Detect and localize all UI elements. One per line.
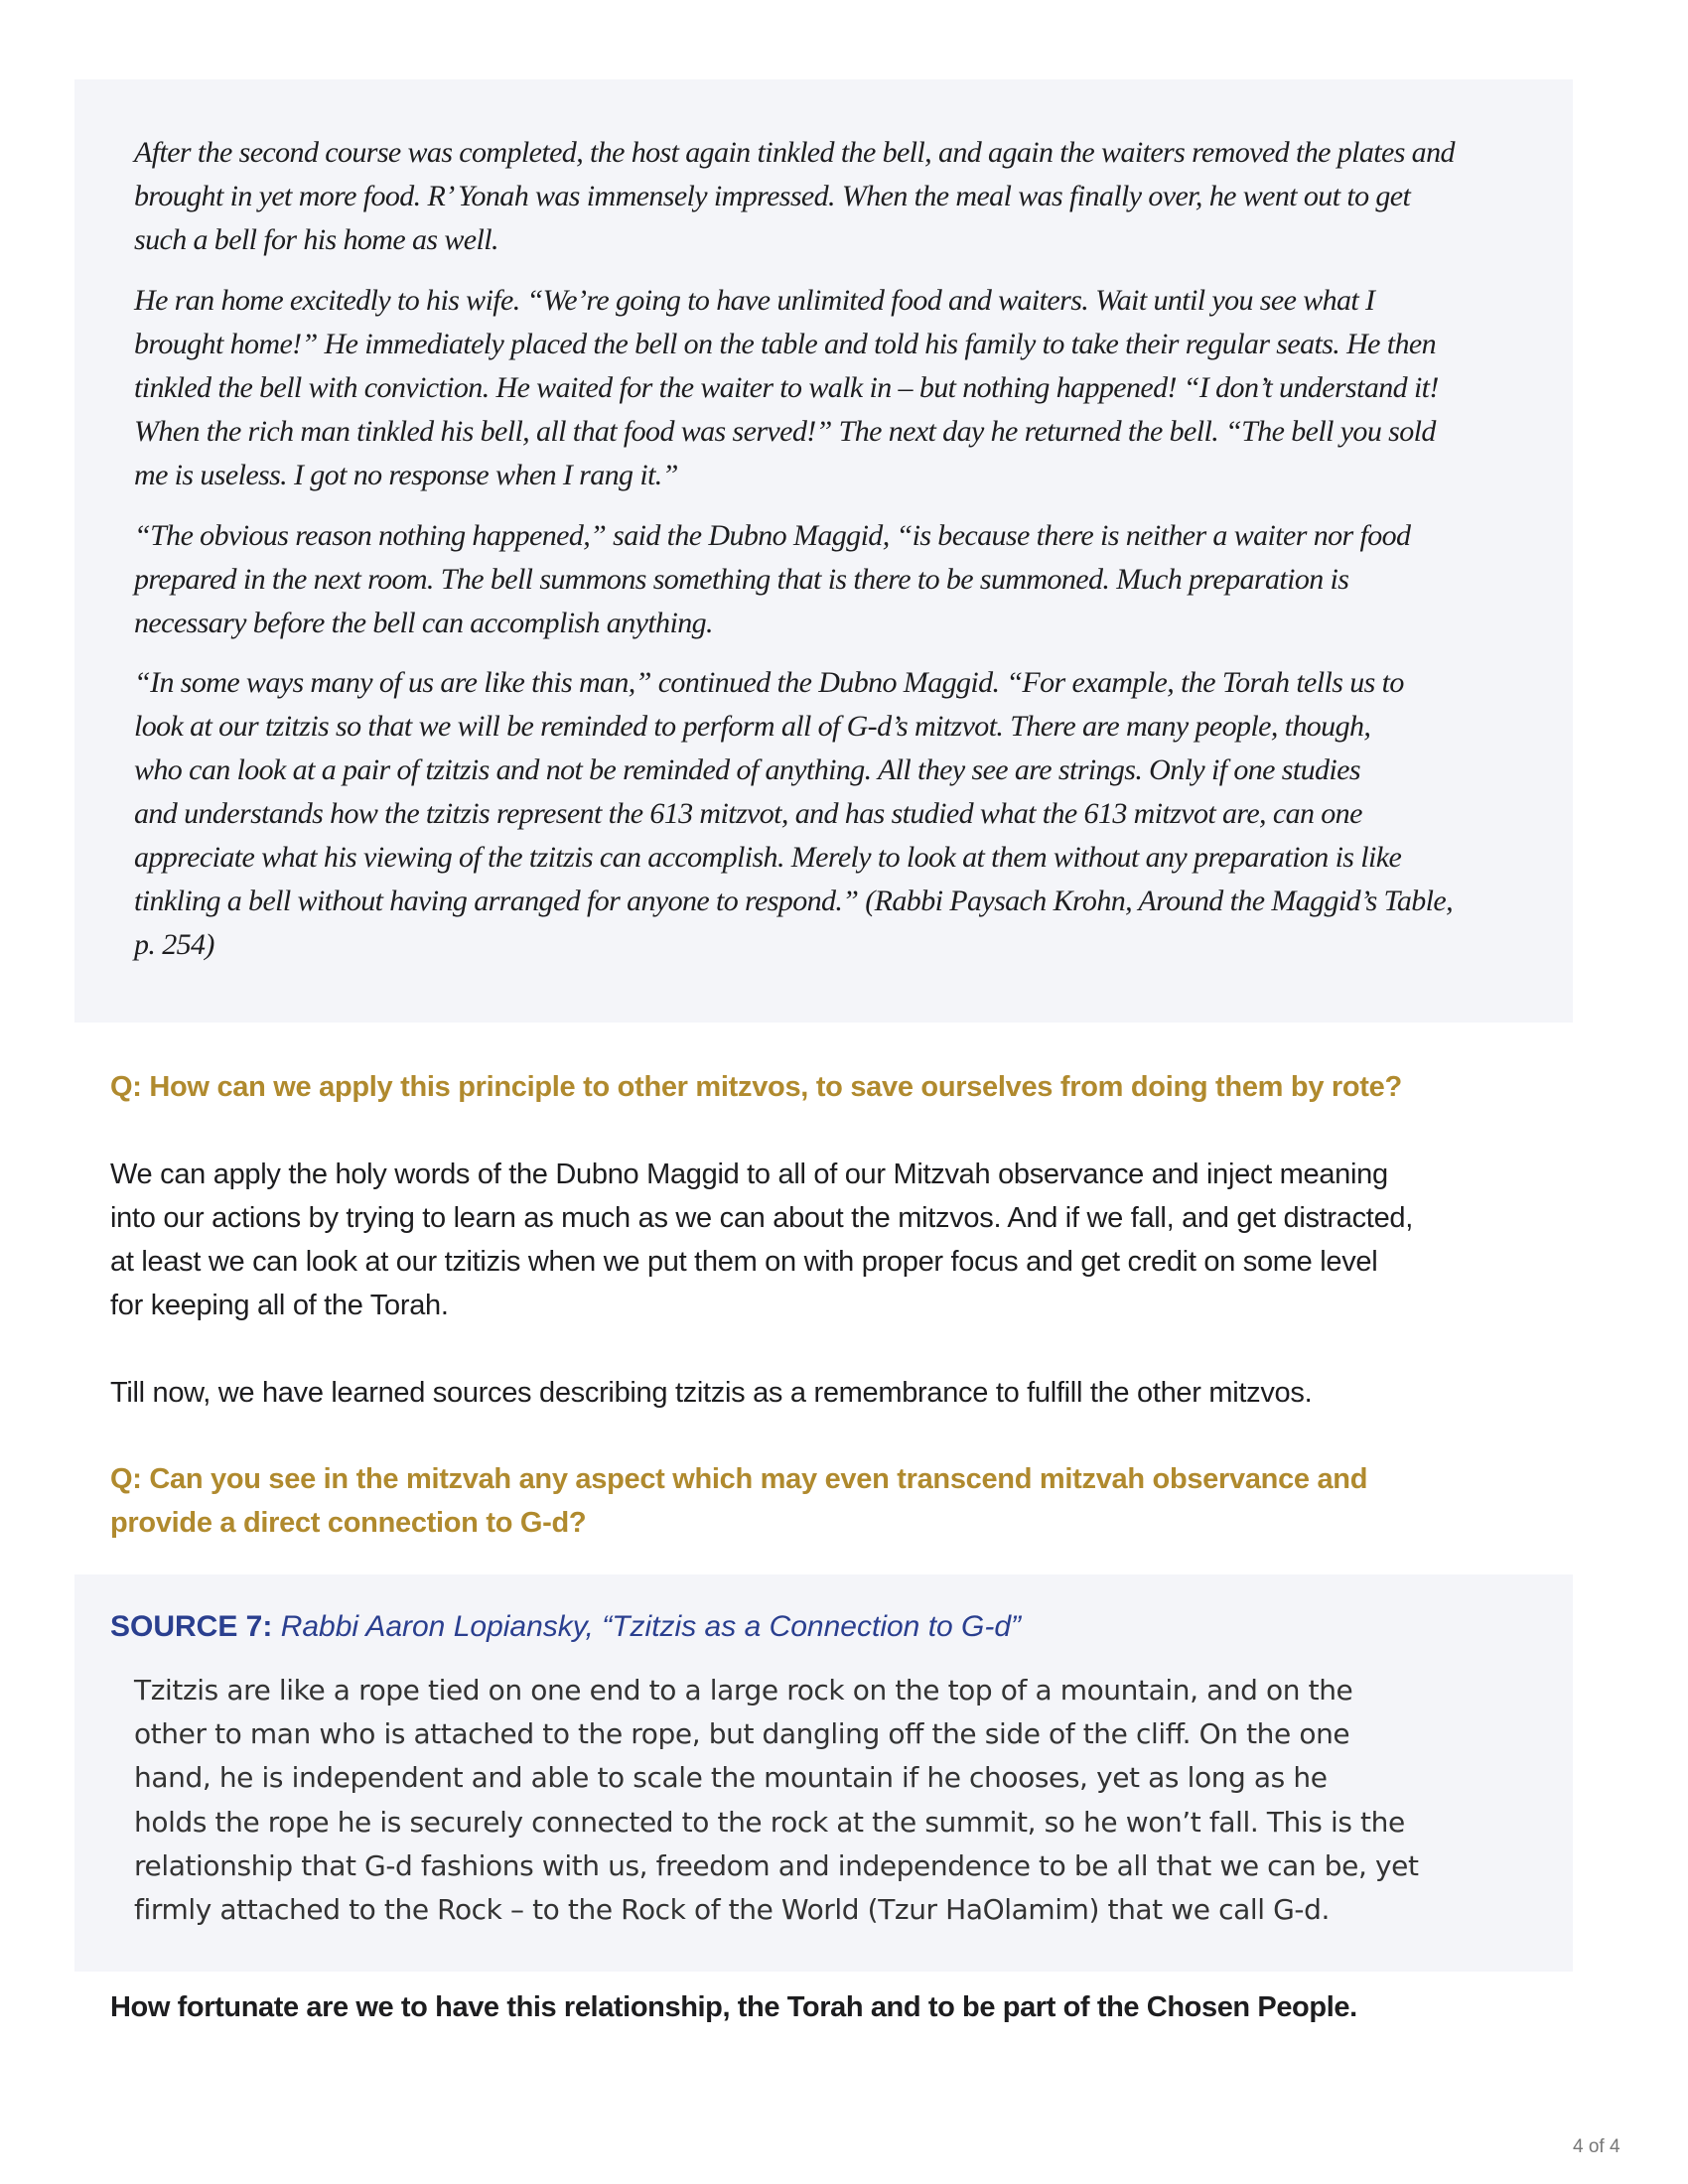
text-line: me is useless. I got no response when I rang it.” xyxy=(134,459,678,491)
text-line: into our actions by trying to learn as much as we can about the mitzvos. And if we fall, and get distracted, xyxy=(110,1202,1413,1234)
source-7-text xyxy=(134,1669,1419,1932)
text-line: who can look at a pair of tzitzis and not be reminded of anything. All they see are strings. Only if one studies xyxy=(134,753,1360,786)
text-line: “In some ways many of us are like this man,” continued the Dubno Maggid. “For example, the Torah tells us to xyxy=(134,666,1404,699)
text-line: Q: Can you see in the mitzvah any aspect which may even transcend mitzvah observance and xyxy=(110,1463,1368,1495)
text-line: for keeping all of the Torah. xyxy=(110,1290,449,1321)
text-line: After the second course was completed, the host again tinkled the bell, and again the waiters removed the plates and xyxy=(134,136,1455,169)
story-paragraph-2 xyxy=(134,279,1439,497)
text-line: tinkled the bell with conviction. He waited for the waiter to walk in – but nothing happened! “I don’t understand it! xyxy=(134,371,1439,404)
closing-statement: How fortunate are we to have this relationship, the Torah and to be part of the Chosen People. xyxy=(110,1991,1357,2023)
transition-text: Till now, we have learned sources describing tzitzis as a remembrance to fulfill the other mitzvos. xyxy=(110,1377,1313,1409)
source-label: SOURCE 7: xyxy=(110,1610,273,1643)
text-line: brought home!” He immediately placed the bell on the table and told his family to take their regular seats. He then xyxy=(134,328,1437,360)
text-line: appreciate what his viewing of the tzitzis can accomplish. Merely to look at them without any preparation is like xyxy=(134,841,1402,874)
source-citation: Rabbi Aaron Lopiansky, “Tzitzis as a Connection to G-d” xyxy=(280,1610,1022,1643)
text-line: necessary before the bell can accomplish anything. xyxy=(134,607,713,639)
text-line: “The obvious reason nothing happened,” said the Dubno Maggid, “is because there is neither a waiter nor food xyxy=(134,519,1411,552)
answer-paragraph xyxy=(110,1153,1413,1327)
text-line: provide a direct connection to G-d? xyxy=(110,1507,587,1539)
text-line: look at our tzitzis so that we will be reminded to perform all of G-d’s mitzvot. There are many people, though, xyxy=(134,710,1371,743)
text-line: hand, he is independent and able to scale the mountain if he chooses, yet as long as he xyxy=(134,1761,1328,1795)
text-line: tinkling a bell without having arranged for anyone to respond.” (Rabbi Paysach Krohn, Around the Maggid’s Table, xyxy=(134,885,1454,917)
question-1: Q: How can we apply this principle to other mitzvos, to save ourselves from doing them by rote? xyxy=(110,1071,1402,1103)
text-line: such a bell for his home as well. xyxy=(134,223,498,256)
text-line: at least we can look at our tzitizis when we put them on with proper focus and get credit on some level xyxy=(110,1246,1378,1278)
page-number: 4 of 4 xyxy=(1573,2136,1620,2157)
text-line: other to man who is attached to the rope, but dangling off the side of the cliff. On the one xyxy=(134,1717,1350,1751)
text-line: When the rich man tinkled his bell, all that food was served!” The next day he returned the bell. “The bell you sold xyxy=(134,415,1436,448)
source-7-heading xyxy=(110,1605,1021,1649)
text-line: We can apply the holy words of the Dubno Maggid to all of our Mitzvah observance and inject meaning xyxy=(110,1159,1388,1190)
text-line: and understands how the tzitzis represent the 613 mitzvot, and has studied what the 613 mitzvot are, can one xyxy=(134,797,1362,830)
text-line: Tzitzis are like a rope tied on one end to a large rock on the top of a mountain, and on the xyxy=(134,1674,1353,1706)
story-paragraph-4 xyxy=(134,661,1453,967)
text-line: relationship that G-d fashions with us, freedom and independence to be all that we can be, yet xyxy=(134,1848,1419,1882)
text-line: p. 254) xyxy=(134,928,214,961)
story-paragraph-3 xyxy=(134,514,1410,645)
story-paragraph-1 xyxy=(134,131,1455,262)
text-line: He ran home excitedly to his wife. “We’re going to have unlimited food and waiters. Wait until you see what I xyxy=(134,284,1375,317)
text-line: firmly attached to the Rock – to the Rock of the World (Tzur HaOlamim) that we call G-d. xyxy=(134,1893,1330,1927)
text-line: prepared in the next room. The bell summons something that is there to be summoned. Much preparation is xyxy=(134,563,1349,596)
text-line: brought in yet more food. R’ Yonah was immensely impressed. When the meal was finally over, he went out to get xyxy=(134,180,1411,212)
text-line: holds the rope he is securely connected to the rock at the summit, so he won’t fall. This is the xyxy=(134,1805,1405,1839)
question-2 xyxy=(110,1457,1367,1545)
